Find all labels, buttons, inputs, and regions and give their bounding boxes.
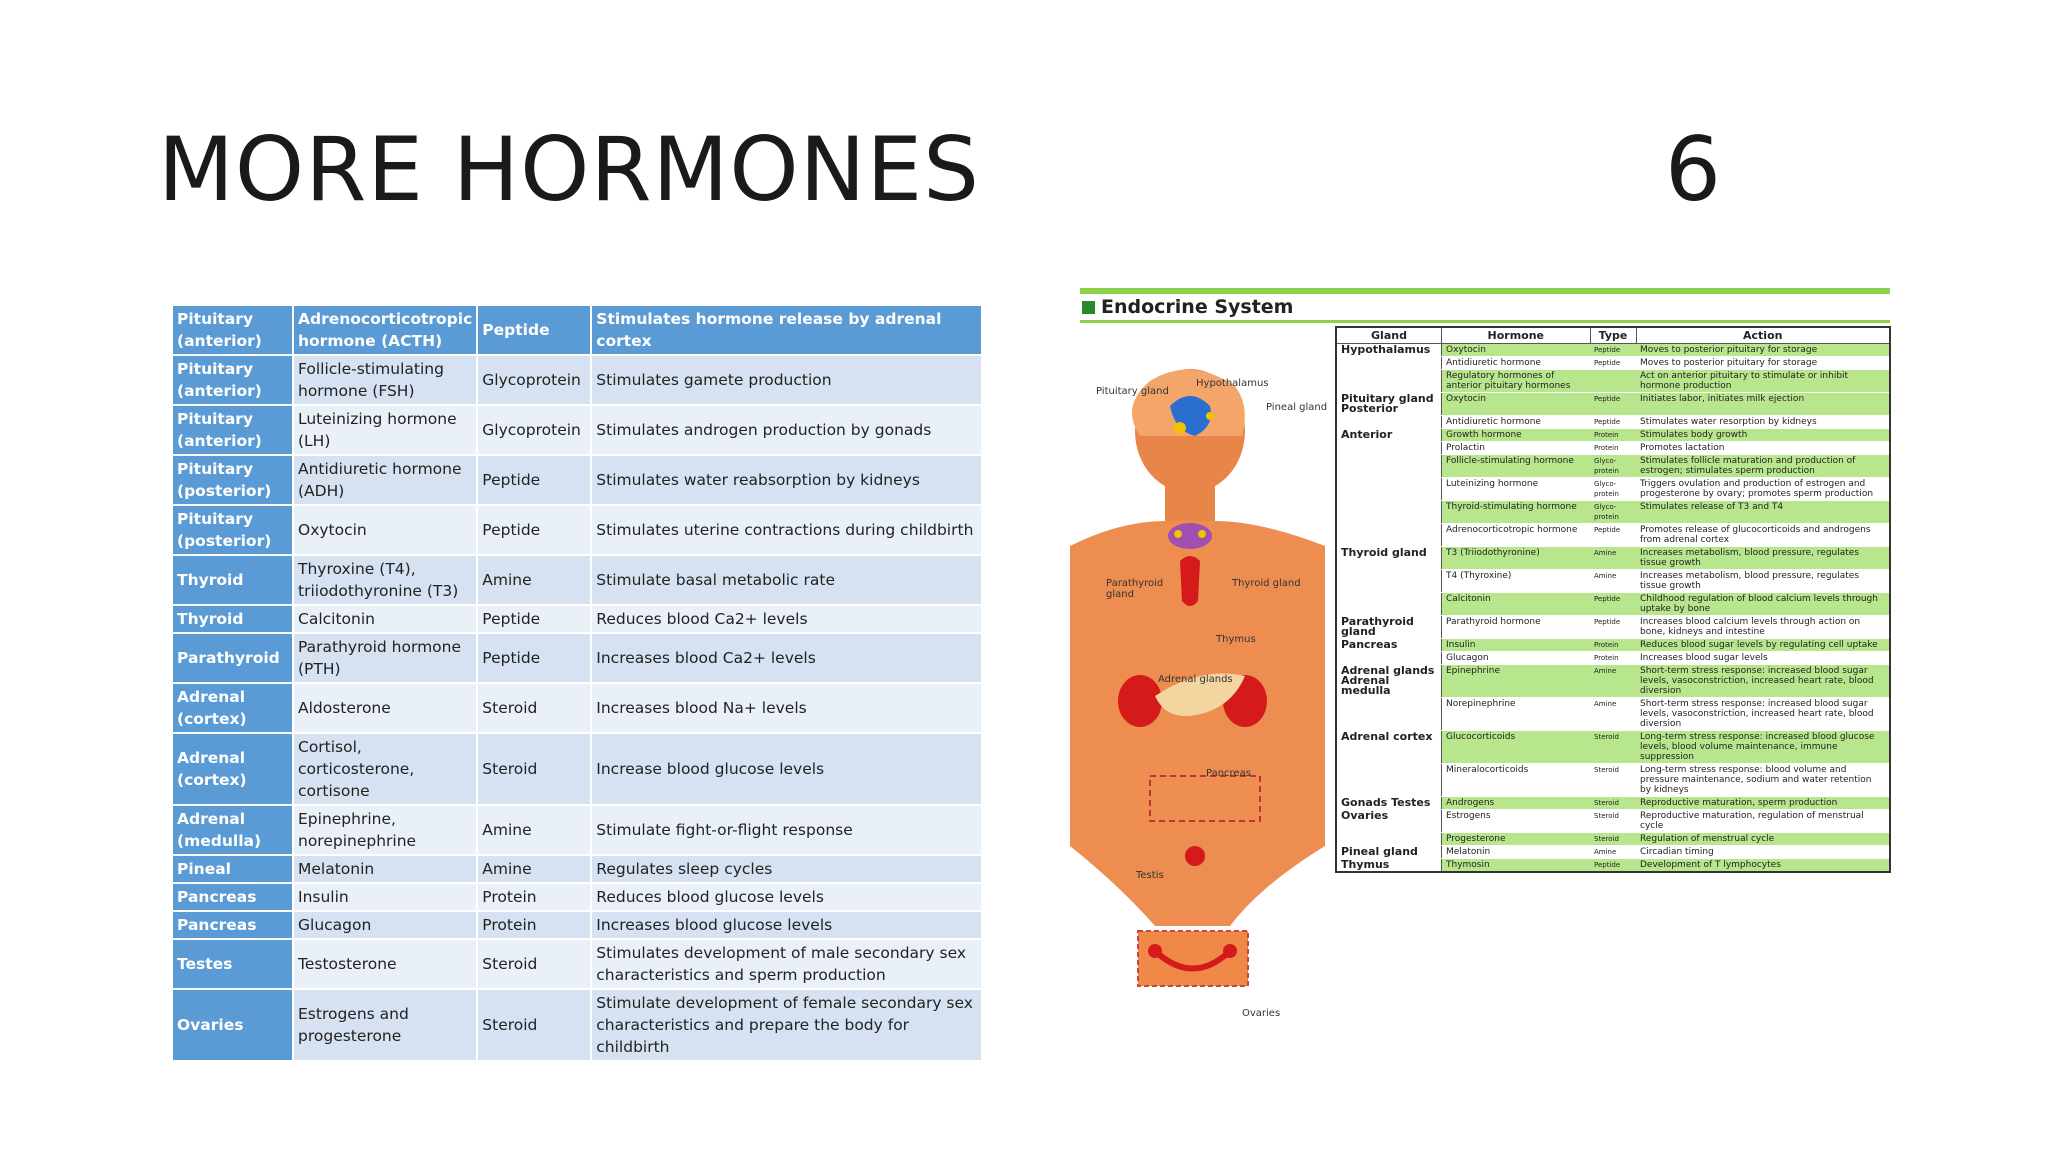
table-row — [173, 506, 981, 554]
hormone-cell: Melatonin — [1442, 846, 1591, 859]
gland-cell: Parathyroid gland — [1336, 616, 1442, 639]
action-cell: Increases metabolism, blood pressure, regulates tissue growth — [1636, 547, 1890, 570]
endocrine-row — [1336, 665, 1890, 698]
col-action: Action — [1636, 327, 1890, 344]
type-cell: Amine — [1590, 846, 1636, 859]
gland-cell: Pancreas — [173, 884, 292, 910]
endocrine-row — [1336, 593, 1890, 616]
gland-cell: Pancreas — [173, 912, 292, 938]
table-row — [173, 990, 981, 1060]
hormone-cell: Insulin — [294, 884, 476, 910]
hormone-cell: Oxytocin — [1442, 393, 1591, 416]
type-cell: Steroid — [1590, 810, 1636, 833]
type-cell: Peptide — [478, 634, 590, 682]
gland-cell: Pituitary (anterior) — [173, 406, 292, 454]
endocrine-row — [1336, 357, 1890, 370]
gland-cell: Thymus — [1336, 859, 1442, 873]
action-cell: Long-term stress response: blood volume and pressure maintenance, sodium and water retention by kidneys — [1636, 764, 1890, 797]
type-cell: Steroid — [478, 990, 590, 1060]
hormone-cell: Follicle-stimulating hormone (FSH) — [294, 356, 476, 404]
type-cell: Peptide — [478, 606, 590, 632]
action-cell: Triggers ovulation and production of estrogen and progesterone by ovary; promotes sperm production — [1636, 478, 1890, 501]
gland-cell: Pituitary (anterior) — [173, 356, 292, 404]
hormone-cell: Thymosin — [1442, 859, 1591, 873]
label-pituitary: Pituitary gland — [1096, 386, 1169, 397]
type-cell: Steroid — [1590, 833, 1636, 846]
gland-cell — [1336, 652, 1442, 665]
hormone-cell: Thyroxine (T4), triiodothyronine (T3) — [294, 556, 476, 604]
endocrine-table — [1335, 326, 1891, 873]
gland-cell: Thyroid — [173, 606, 292, 632]
endocrine-row — [1336, 833, 1890, 846]
type-cell: Protein — [478, 884, 590, 910]
action-cell: Moves to posterior pituitary for storage — [1636, 344, 1890, 357]
hormone-cell: Calcitonin — [1442, 593, 1591, 616]
parathyroid-left — [1174, 530, 1182, 538]
type-cell: Peptide — [1590, 393, 1636, 416]
action-cell: Initiates labor, initiates milk ejection — [1636, 393, 1890, 416]
endocrine-row — [1336, 859, 1890, 873]
endocrine-row — [1336, 442, 1890, 455]
action-cell: Stimulates water resorption by kidneys — [1636, 416, 1890, 429]
table-row — [173, 806, 981, 854]
action-cell: Stimulates hormone release by adrenal cortex — [592, 306, 981, 354]
top-accent-bar — [1080, 288, 1890, 294]
action-cell: Stimulates water reabsorption by kidneys — [592, 456, 981, 504]
action-cell: Reproductive maturation, sperm production — [1636, 797, 1890, 810]
action-cell: Reduces blood sugar levels by regulating cell uptake — [1636, 639, 1890, 652]
kidney-left — [1118, 675, 1162, 727]
hormone-cell: Adrenocorticotropic hormone (ACTH) — [294, 306, 476, 354]
gland-cell: Thyroid gland — [1336, 547, 1442, 570]
hormone-cell: Antidiuretic hormone — [1442, 416, 1591, 429]
hormone-cell: Prolactin — [1442, 442, 1591, 455]
action-cell: Increases blood calcium levels through action on bone, kidneys and intestine — [1636, 616, 1890, 639]
hormone-cell: Oxytocin — [294, 506, 476, 554]
gland-cell: Adrenal glands Adrenal medulla — [1336, 665, 1442, 698]
pituitary-gland — [1174, 422, 1186, 434]
endocrine-row — [1336, 616, 1890, 639]
gland-cell: Adrenal (medulla) — [173, 806, 292, 854]
table-row — [173, 556, 981, 604]
hormone-cell: Glucagon — [294, 912, 476, 938]
ovary-right — [1223, 944, 1237, 958]
type-cell: Peptide — [1590, 593, 1636, 616]
type-cell: Protein — [478, 912, 590, 938]
table-row — [173, 940, 981, 988]
type-cell: Steroid — [1590, 764, 1636, 797]
slide-title: MORE HORMONES — [158, 118, 980, 221]
action-cell: Childhood regulation of blood calcium levels through uptake by bone — [1636, 593, 1890, 616]
thymus-gland — [1180, 556, 1200, 606]
gland-cell: Hypothalamus — [1336, 344, 1442, 357]
pineal-gland — [1206, 412, 1214, 420]
endocrine-row — [1336, 478, 1890, 501]
action-cell: Short-term stress response: increased blood sugar levels, vasoconstriction, increased heart rate, blood diversion — [1636, 698, 1890, 731]
type-cell: Peptide — [1590, 344, 1636, 357]
table-row — [173, 306, 981, 354]
action-cell: Stimulates gamete production — [592, 356, 981, 404]
gland-cell: Gonads Testes — [1336, 797, 1442, 810]
hormone-cell: Parathyroid hormone — [1442, 616, 1591, 639]
gland-cell — [1336, 357, 1442, 370]
type-cell: Amine — [1590, 665, 1636, 698]
gland-cell: Thyroid — [173, 556, 292, 604]
type-cell: Peptide — [1590, 357, 1636, 370]
label-adrenal: Adrenal glands — [1158, 674, 1233, 685]
type-cell: Protein — [1590, 429, 1636, 442]
type-cell: Amine — [478, 856, 590, 882]
endocrine-row — [1336, 810, 1890, 833]
action-cell: Stimulates uterine contractions during childbirth — [592, 506, 981, 554]
gland-cell: Anterior — [1336, 429, 1442, 442]
type-cell: Peptide — [1590, 859, 1636, 873]
hormone-cell: Estrogens and progesterone — [294, 990, 476, 1060]
action-cell: Stimulates body growth — [1636, 429, 1890, 442]
col-type: Type — [1590, 327, 1636, 344]
endocrine-title: Endocrine System — [1082, 296, 1293, 318]
type-cell: Protein — [1590, 639, 1636, 652]
gland-cell: Adrenal (cortex) — [173, 684, 292, 732]
hormone-cell: Luteinizing hormone (LH) — [294, 406, 476, 454]
endocrine-row — [1336, 652, 1890, 665]
gland-cell: Pineal gland — [1336, 846, 1442, 859]
hormone-cell: Androgens — [1442, 797, 1591, 810]
ovaries-box — [1138, 931, 1248, 986]
table-row — [173, 406, 981, 454]
action-cell: Long-term stress response: increased blood glucose levels, blood volume maintenance, immune suppression — [1636, 731, 1890, 764]
hormone-cell: Estrogens — [1442, 810, 1591, 833]
type-cell: Amine — [1590, 698, 1636, 731]
slide-number: 6 — [1665, 118, 1721, 221]
hormone-cell: Mineralocorticoids — [1442, 764, 1591, 797]
type-cell: Glyco-protein — [1590, 478, 1636, 501]
action-cell: Moves to posterior pituitary for storage — [1636, 357, 1890, 370]
table-row — [173, 356, 981, 404]
type-cell: Steroid — [478, 734, 590, 804]
type-cell: Steroid — [478, 684, 590, 732]
label-ovaries: Ovaries — [1242, 1008, 1281, 1019]
gland-cell — [1336, 764, 1442, 797]
hormone-cell: Parathyroid hormone (PTH) — [294, 634, 476, 682]
hormone-cell: Glucocorticoids — [1442, 731, 1591, 764]
gland-cell — [1336, 478, 1442, 501]
endocrine-system-figure — [1060, 286, 1898, 1066]
hormone-cell: Antidiuretic hormone (ADH) — [294, 456, 476, 504]
table-row — [173, 884, 981, 910]
type-cell: Peptide — [1590, 416, 1636, 429]
hormone-cell: Luteinizing hormone — [1442, 478, 1591, 501]
action-cell: Reduces blood glucose levels — [592, 884, 981, 910]
endocrine-row — [1336, 639, 1890, 652]
endocrine-row — [1336, 846, 1890, 859]
action-cell: Stimulate basal metabolic rate — [592, 556, 981, 604]
gland-cell: Pancreas — [1336, 639, 1442, 652]
col-hormone: Hormone — [1442, 327, 1591, 344]
type-cell: Peptide — [478, 306, 590, 354]
action-cell: Stimulates androgen production by gonads — [592, 406, 981, 454]
hormone-cell: Norepinephrine — [1442, 698, 1591, 731]
gland-cell — [1336, 442, 1442, 455]
hormone-cell: T4 (Thyroxine) — [1442, 570, 1591, 593]
type-cell: Amine — [478, 556, 590, 604]
action-cell: Increase blood glucose levels — [592, 734, 981, 804]
table-row — [173, 634, 981, 682]
gland-cell — [1336, 501, 1442, 524]
action-cell: Circadian timing — [1636, 846, 1890, 859]
type-cell: Peptide — [478, 456, 590, 504]
action-cell: Stimulates release of T3 and T4 — [1636, 501, 1890, 524]
action-cell: Increases blood Na+ levels — [592, 684, 981, 732]
endocrine-row — [1336, 393, 1890, 416]
hormone-cell: Insulin — [1442, 639, 1591, 652]
hormone-cell: Thyroid-stimulating hormone — [1442, 501, 1591, 524]
type-cell: Amine — [1590, 547, 1636, 570]
human-body-illustration — [1060, 326, 1340, 1046]
gland-cell: Pituitary (anterior) — [173, 306, 292, 354]
action-cell: Increases blood sugar levels — [1636, 652, 1890, 665]
hormone-cell: Adrenocorticotropic hormone — [1442, 524, 1591, 547]
label-hypothalamus: Hypothalamus — [1196, 378, 1269, 389]
type-cell: Protein — [1590, 442, 1636, 455]
action-cell: Stimulates development of male secondary sex characteristics and sperm production — [592, 940, 981, 988]
label-pancreas: Pancreas — [1206, 768, 1251, 779]
endocrine-row — [1336, 501, 1890, 524]
gland-cell: Pituitary gland Posterior — [1336, 393, 1442, 416]
endocrine-row — [1336, 797, 1890, 810]
type-cell: Amine — [1590, 570, 1636, 593]
gland-cell — [1336, 833, 1442, 846]
gland-cell — [1336, 455, 1442, 478]
type-cell: Steroid — [1590, 731, 1636, 764]
hormone-cell: Antidiuretic hormone — [1442, 357, 1591, 370]
table-row — [173, 734, 981, 804]
gland-cell — [1336, 416, 1442, 429]
type-cell: Peptide — [1590, 616, 1636, 639]
hormone-cell: Aldosterone — [294, 684, 476, 732]
gland-cell — [1336, 524, 1442, 547]
gland-cell: Ovaries — [1336, 810, 1442, 833]
endocrine-row — [1336, 698, 1890, 731]
action-cell: Stimulates follicle maturation and production of estrogen; stimulates sperm production — [1636, 455, 1890, 478]
action-cell: Reduces blood Ca2+ levels — [592, 606, 981, 632]
endocrine-row — [1336, 570, 1890, 593]
action-cell: Short-term stress response: increased blood sugar levels, vasoconstriction, increased heart rate, blood diversion — [1636, 665, 1890, 698]
hormone-cell: T3 (Triiodothyronine) — [1442, 547, 1591, 570]
testis-shape — [1185, 846, 1205, 866]
gland-cell: Adrenal cortex — [1336, 731, 1442, 764]
hormone-cell: Melatonin — [294, 856, 476, 882]
table-row — [173, 684, 981, 732]
endocrine-row — [1336, 524, 1890, 547]
hormone-cell: Testosterone — [294, 940, 476, 988]
label-thyroid: Thyroid gland — [1232, 578, 1301, 589]
type-cell: Steroid — [478, 940, 590, 988]
type-cell: Glyco-protein — [1590, 501, 1636, 524]
action-cell: Reproductive maturation, regulation of menstrual cycle — [1636, 810, 1890, 833]
action-cell: Regulation of menstrual cycle — [1636, 833, 1890, 846]
endocrine-row — [1336, 416, 1890, 429]
hormone-table — [171, 304, 983, 1062]
type-cell: Steroid — [1590, 797, 1636, 810]
hormone-cell: Progesterone — [1442, 833, 1591, 846]
endocrine-row — [1336, 547, 1890, 570]
endocrine-row — [1336, 429, 1890, 442]
hormone-cell: Calcitonin — [294, 606, 476, 632]
hormone-cell: Regulatory hormones of anterior pituitary hormones — [1442, 370, 1591, 393]
action-cell: Act on anterior pituitary to stimulate or inhibit hormone production — [1636, 370, 1890, 393]
col-gland: Gland — [1336, 327, 1442, 344]
type-cell: Glycoprotein — [478, 356, 590, 404]
hormone-cell: Follicle-stimulating hormone — [1442, 455, 1591, 478]
gland-cell: Pituitary (posterior) — [173, 506, 292, 554]
action-cell: Increases blood Ca2+ levels — [592, 634, 981, 682]
action-cell: Promotes release of glucocorticoids and androgens from adrenal cortex — [1636, 524, 1890, 547]
hormone-cell: Cortisol, corticosterone, cortisone — [294, 734, 476, 804]
gland-cell: Ovaries — [173, 990, 292, 1060]
hormone-cell: Oxytocin — [1442, 344, 1591, 357]
ovary-left — [1148, 944, 1162, 958]
table-row — [173, 912, 981, 938]
gland-cell — [1336, 698, 1442, 731]
type-cell: Glyco-protein — [1590, 455, 1636, 478]
table-row — [173, 856, 981, 882]
action-cell: Development of T lymphocytes — [1636, 859, 1890, 873]
gland-cell — [1336, 370, 1442, 393]
type-cell — [1590, 370, 1636, 393]
label-pineal: Pineal gland — [1266, 402, 1328, 413]
gland-cell: Adrenal (cortex) — [173, 734, 292, 804]
hormone-cell: Epinephrine, norepinephrine — [294, 806, 476, 854]
neck-shape — [1165, 486, 1215, 526]
hormone-cell: Growth hormone — [1442, 429, 1591, 442]
endocrine-row — [1336, 764, 1890, 797]
gland-cell: Pituitary (posterior) — [173, 456, 292, 504]
action-cell: Promotes lactation — [1636, 442, 1890, 455]
parathyroid-right — [1198, 530, 1206, 538]
endocrine-row — [1336, 731, 1890, 764]
action-cell: Stimulate fight-or-flight response — [592, 806, 981, 854]
action-cell: Increases blood glucose levels — [592, 912, 981, 938]
label-thymus: Thymus — [1216, 634, 1256, 645]
hormone-cell: Glucagon — [1442, 652, 1591, 665]
action-cell: Regulates sleep cycles — [592, 856, 981, 882]
endocrine-row — [1336, 455, 1890, 478]
type-cell: Peptide — [1590, 524, 1636, 547]
title-underline-bar — [1080, 320, 1890, 323]
type-cell: Protein — [1590, 652, 1636, 665]
action-cell: Increases metabolism, blood pressure, regulates tissue growth — [1636, 570, 1890, 593]
hormone-cell: Epinephrine — [1442, 665, 1591, 698]
label-parathyroid: Parathyroid gland — [1106, 578, 1164, 600]
table-row — [173, 606, 981, 632]
gland-cell: Parathyroid — [173, 634, 292, 682]
gland-cell — [1336, 570, 1442, 593]
type-cell: Glycoprotein — [478, 406, 590, 454]
endocrine-row — [1336, 370, 1890, 393]
endocrine-row — [1336, 344, 1890, 357]
gland-cell: Pineal — [173, 856, 292, 882]
table-row — [173, 456, 981, 504]
type-cell: Amine — [478, 806, 590, 854]
gland-cell: Testes — [173, 940, 292, 988]
action-cell: Stimulate development of female secondary sex characteristics and prepare the body for childbirth — [592, 990, 981, 1060]
type-cell: Peptide — [478, 506, 590, 554]
gland-cell — [1336, 593, 1442, 616]
label-testis: Testis — [1136, 870, 1164, 881]
